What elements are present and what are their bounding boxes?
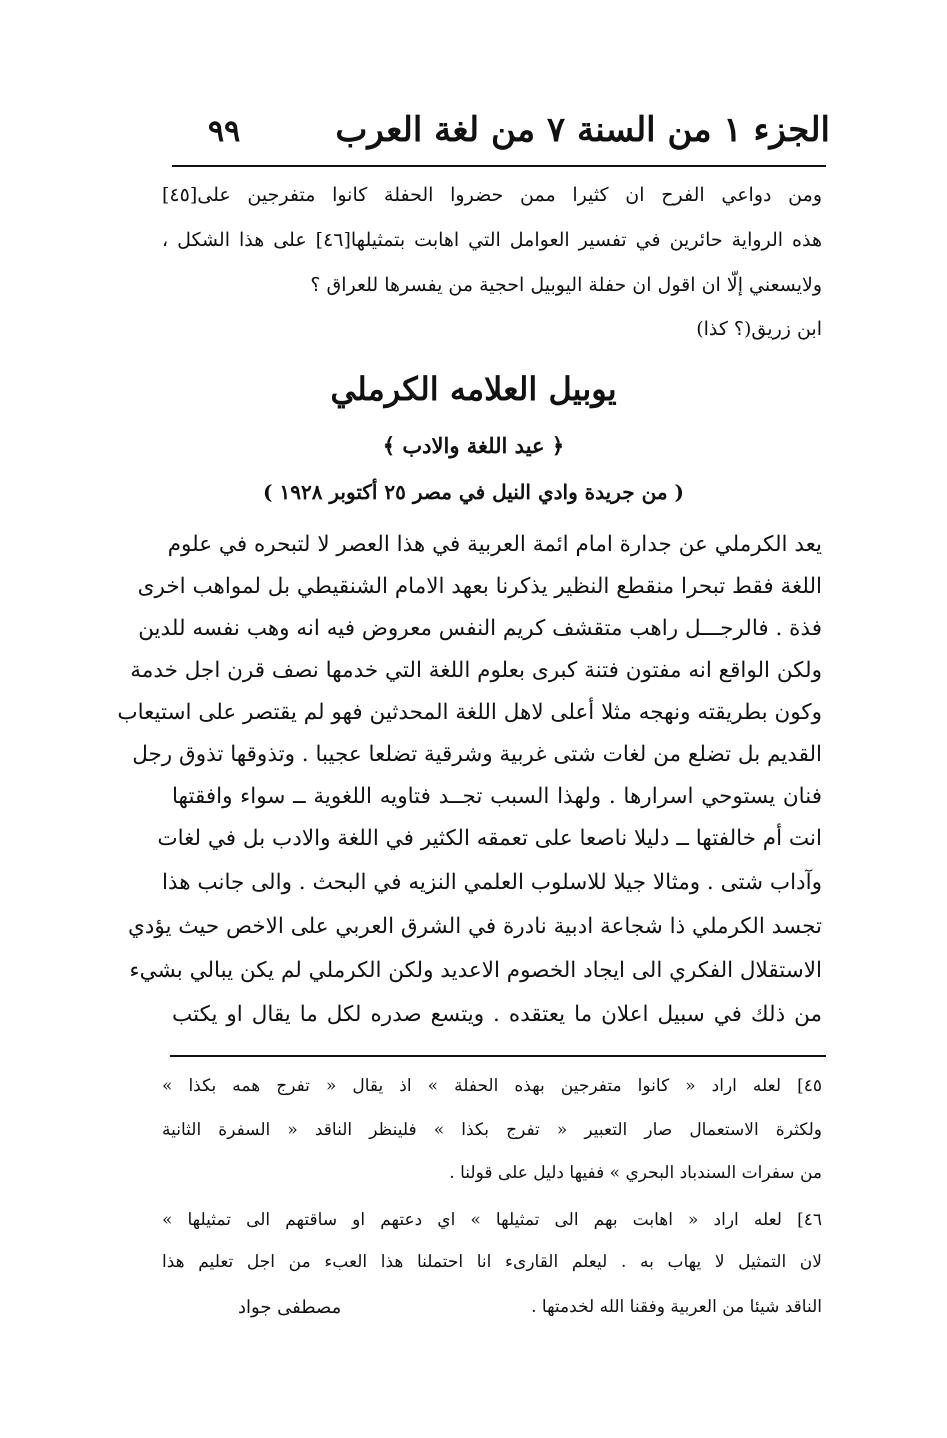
body-line-9: وآداب شتى . ومثالا جيلا للاسلوب العلمي النزيه في البحث . والى جانب هذا (161, 870, 822, 895)
body-line-6: القديم بل تضلع من لغات شتى غربية وشرقية تضلعا عجيبا . وتذوقها تذوق رجل (132, 742, 822, 767)
page-header (170, 108, 830, 168)
page-number: ٩٩ (208, 114, 241, 149)
footnote-46-line-1: ٤٦] لعله اراد « اهابت بهم الى تمثيلها » اي دعتهم او ساقتهم الى تمثيلها » (162, 1210, 822, 1230)
body-line-5: وكون بطريقته ونهجه مثلا أعلى لاهل اللغة المحدثين فهو لم يقتصر على استيعاب (117, 700, 822, 725)
body-line-2: اللغة فقط تبحرا منقطع النظير يذكرنا بعهد الامام الشنقيطي بل لمواهب اخرى (137, 574, 822, 599)
body-line-3: فذة . فالرجـــل راهب متقشف كريم النفس معروض فيه انه وهب نفسه للدين (138, 616, 822, 641)
running-title: الجزء ١ من السنة ٧ من لغة العرب (335, 110, 830, 150)
article-source: ( من جريدة وادي النيل في مصر ٢٥ أكتوبر ١٩٢٨ ) (263, 480, 684, 504)
footnote-45-line-2: ولكثرة الاستعمال صار التعبير « تفرج بكذا » فلينظر الناقد « السفرة الثانية (162, 1120, 822, 1140)
body-line-10: تجسد الكرملي ذا شجاعة ادبية نادرة في الشرق العربي على الاخص حيث يؤدي (127, 914, 822, 939)
body-line-7: فنان يستوحي اسرارها . ولهذا السبب تجــد فتاويه اللغوية ــ سواء وافقتها (172, 784, 822, 809)
intro-line-3: ولايسعني إلّا ان اقول ان حفلة اليوبيل احجية من يفسرها للعراق ؟ (310, 274, 822, 296)
body-line-11: الاستقلال الفكري الى ايجاد الخصوم الاعديد ولكن الكرملي لم يكن يبالي بشيء (129, 958, 822, 983)
article-subtitle: ﴿ عيد اللغة والادب ﴾ (382, 433, 565, 458)
body-line-12: من ذلك في سبيل اعلان ما يعتقده . ويتسع صدره لكل ما يقال او يكتب (172, 1002, 822, 1027)
body-line-4: ولكن الواقع انه مفتون فتنة كبرى بعلوم اللغة التي خدمها نصف قرن اجل خدمة (130, 658, 822, 683)
footnote-46-line-3: الناقد شيئا من العربية وفقنا الله لخدمتها . (531, 1297, 822, 1317)
footnote-46-line-2: لان التمثيل لا يهاب به . ليعلم القارىء انا احتملنا هذا العبء من اجل تعليم هذا (162, 1252, 822, 1272)
body-line-1: يعد الكرملي عن جدارة امام ائمة العربية في هذا العصر لا لتبحره في علوم (167, 532, 822, 557)
footnote-divider (170, 1055, 826, 1057)
article-title: يوبيل العلامه الكرملي (330, 370, 617, 408)
header-divider (172, 165, 826, 167)
body-line-8: انت أم خالفتها ــ دليلا ناصعا على تعمقه الكثير في اللغة والادب بل في لغات (157, 826, 822, 851)
intro-line-1: ومن دواعي الفرح ان كثيرا ممن حضروا الحفلة كانوا متفرجين على[٤٥] (162, 184, 822, 206)
intro-line-2: هذه الرواية حائرين في تفسير العوامل التي اهابت بتمثيلها[٤٦] على هذا الشكل ، (162, 229, 822, 251)
footnote-45-line-1: ٤٥] لعله اراد « كانوا متفرجين بهذه الحفلة » اذ يقال « تفرج همه بكذا » (162, 1076, 822, 1096)
footnote-45-line-3: من سفرات السندباد البحري » ففيها دليل على قولنا . (449, 1163, 822, 1183)
intro-signature: ابن زريق(؟ كذا) (696, 318, 822, 340)
footnote-signature: مصطفى جواد (238, 1297, 342, 1318)
